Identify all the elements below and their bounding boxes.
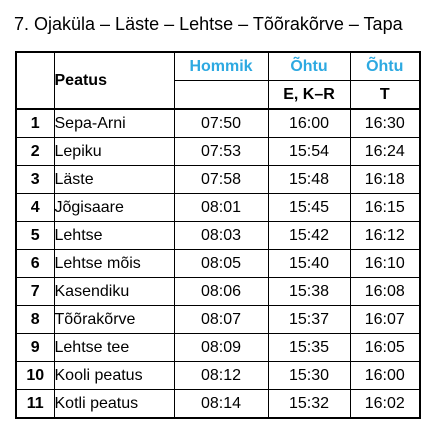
- stop-name: Kooli peatus: [54, 362, 174, 390]
- evening-time-1: 15:30: [268, 362, 350, 390]
- stop-name: Kasendiku: [54, 278, 174, 306]
- evening-time-2: 16:30: [350, 109, 420, 138]
- morning-time: 08:07: [174, 306, 268, 334]
- evening-time-1: 15:38: [268, 278, 350, 306]
- timetable: [15, 51, 421, 419]
- morning-time: 07:50: [174, 109, 268, 138]
- stop-name: Kotli peatus: [54, 390, 174, 419]
- evening-time-2: 16:15: [350, 194, 420, 222]
- morning-time: 08:09: [174, 334, 268, 362]
- morning-time: 08:06: [174, 278, 268, 306]
- stop-number: 5: [16, 222, 54, 250]
- stop-number: 7: [16, 278, 54, 306]
- stop-number: 2: [16, 138, 54, 166]
- morning-time: 08:03: [174, 222, 268, 250]
- stop-number: 10: [16, 362, 54, 390]
- table-row: [16, 390, 420, 419]
- table-row: [16, 166, 420, 194]
- morning-time: 08:01: [174, 194, 268, 222]
- table-row: [16, 306, 420, 334]
- evening-time-1: 15:48: [268, 166, 350, 194]
- stop-number: 1: [16, 109, 54, 138]
- evening-time-1: 15:37: [268, 306, 350, 334]
- evening-time-2: 16:24: [350, 138, 420, 166]
- evening-time-2: 16:12: [350, 222, 420, 250]
- header-evening-days-1: E, K–R: [268, 81, 350, 110]
- stop-name: Sepa-Arni: [54, 109, 174, 138]
- evening-time-1: 15:35: [268, 334, 350, 362]
- evening-time-1: 15:42: [268, 222, 350, 250]
- table-row: [16, 138, 420, 166]
- evening-time-2: 16:00: [350, 362, 420, 390]
- table-row: [16, 222, 420, 250]
- header-evening-days-2: T: [350, 81, 420, 110]
- route-title: 7. Ojaküla – Läste – Lehtse – Tõõrakõrve – Tapa: [14, 14, 403, 34]
- evening-time-2: 16:08: [350, 278, 420, 306]
- table-row: [16, 334, 420, 362]
- evening-time-1: 15:32: [268, 390, 350, 419]
- evening-time-2: 16:18: [350, 166, 420, 194]
- evening-time-2: 16:05: [350, 334, 420, 362]
- evening-time-1: 15:40: [268, 250, 350, 278]
- stop-number: 4: [16, 194, 54, 222]
- header-stop-label: Peatus: [54, 52, 174, 109]
- stop-number: 11: [16, 390, 54, 419]
- evening-time-1: 16:00: [268, 109, 350, 138]
- evening-time-2: 16:02: [350, 390, 420, 419]
- morning-time: 08:14: [174, 390, 268, 419]
- header-morning-label: Hommik: [174, 52, 268, 81]
- stop-name: Lehtse: [54, 222, 174, 250]
- morning-time: 08:05: [174, 250, 268, 278]
- table-row: [16, 362, 420, 390]
- stop-name: Lehtse mõis: [54, 250, 174, 278]
- morning-time: 07:58: [174, 166, 268, 194]
- header-number-cell: [16, 52, 54, 109]
- stop-name: Lehtse tee: [54, 334, 174, 362]
- table-row: [16, 109, 420, 138]
- stop-number: 6: [16, 250, 54, 278]
- morning-time: 08:12: [174, 362, 268, 390]
- stop-number: 9: [16, 334, 54, 362]
- evening-time-2: 16:07: [350, 306, 420, 334]
- header-row-periods: [16, 52, 420, 81]
- stop-number: 8: [16, 306, 54, 334]
- header-evening-label-1: Õhtu: [268, 52, 350, 81]
- table-row: [16, 278, 420, 306]
- stop-number: 3: [16, 166, 54, 194]
- evening-time-2: 16:10: [350, 250, 420, 278]
- stop-name: Lepiku: [54, 138, 174, 166]
- table-row: [16, 250, 420, 278]
- evening-time-1: 15:54: [268, 138, 350, 166]
- timetable-body: [16, 109, 420, 418]
- stop-name: Läste: [54, 166, 174, 194]
- evening-time-1: 15:45: [268, 194, 350, 222]
- header-morning-days: [174, 81, 268, 110]
- morning-time: 07:53: [174, 138, 268, 166]
- header-evening-label-2: Õhtu: [350, 52, 420, 81]
- stop-name: Jõgisaare: [54, 194, 174, 222]
- stop-name: Tõõrakõrve: [54, 306, 174, 334]
- table-row: [16, 194, 420, 222]
